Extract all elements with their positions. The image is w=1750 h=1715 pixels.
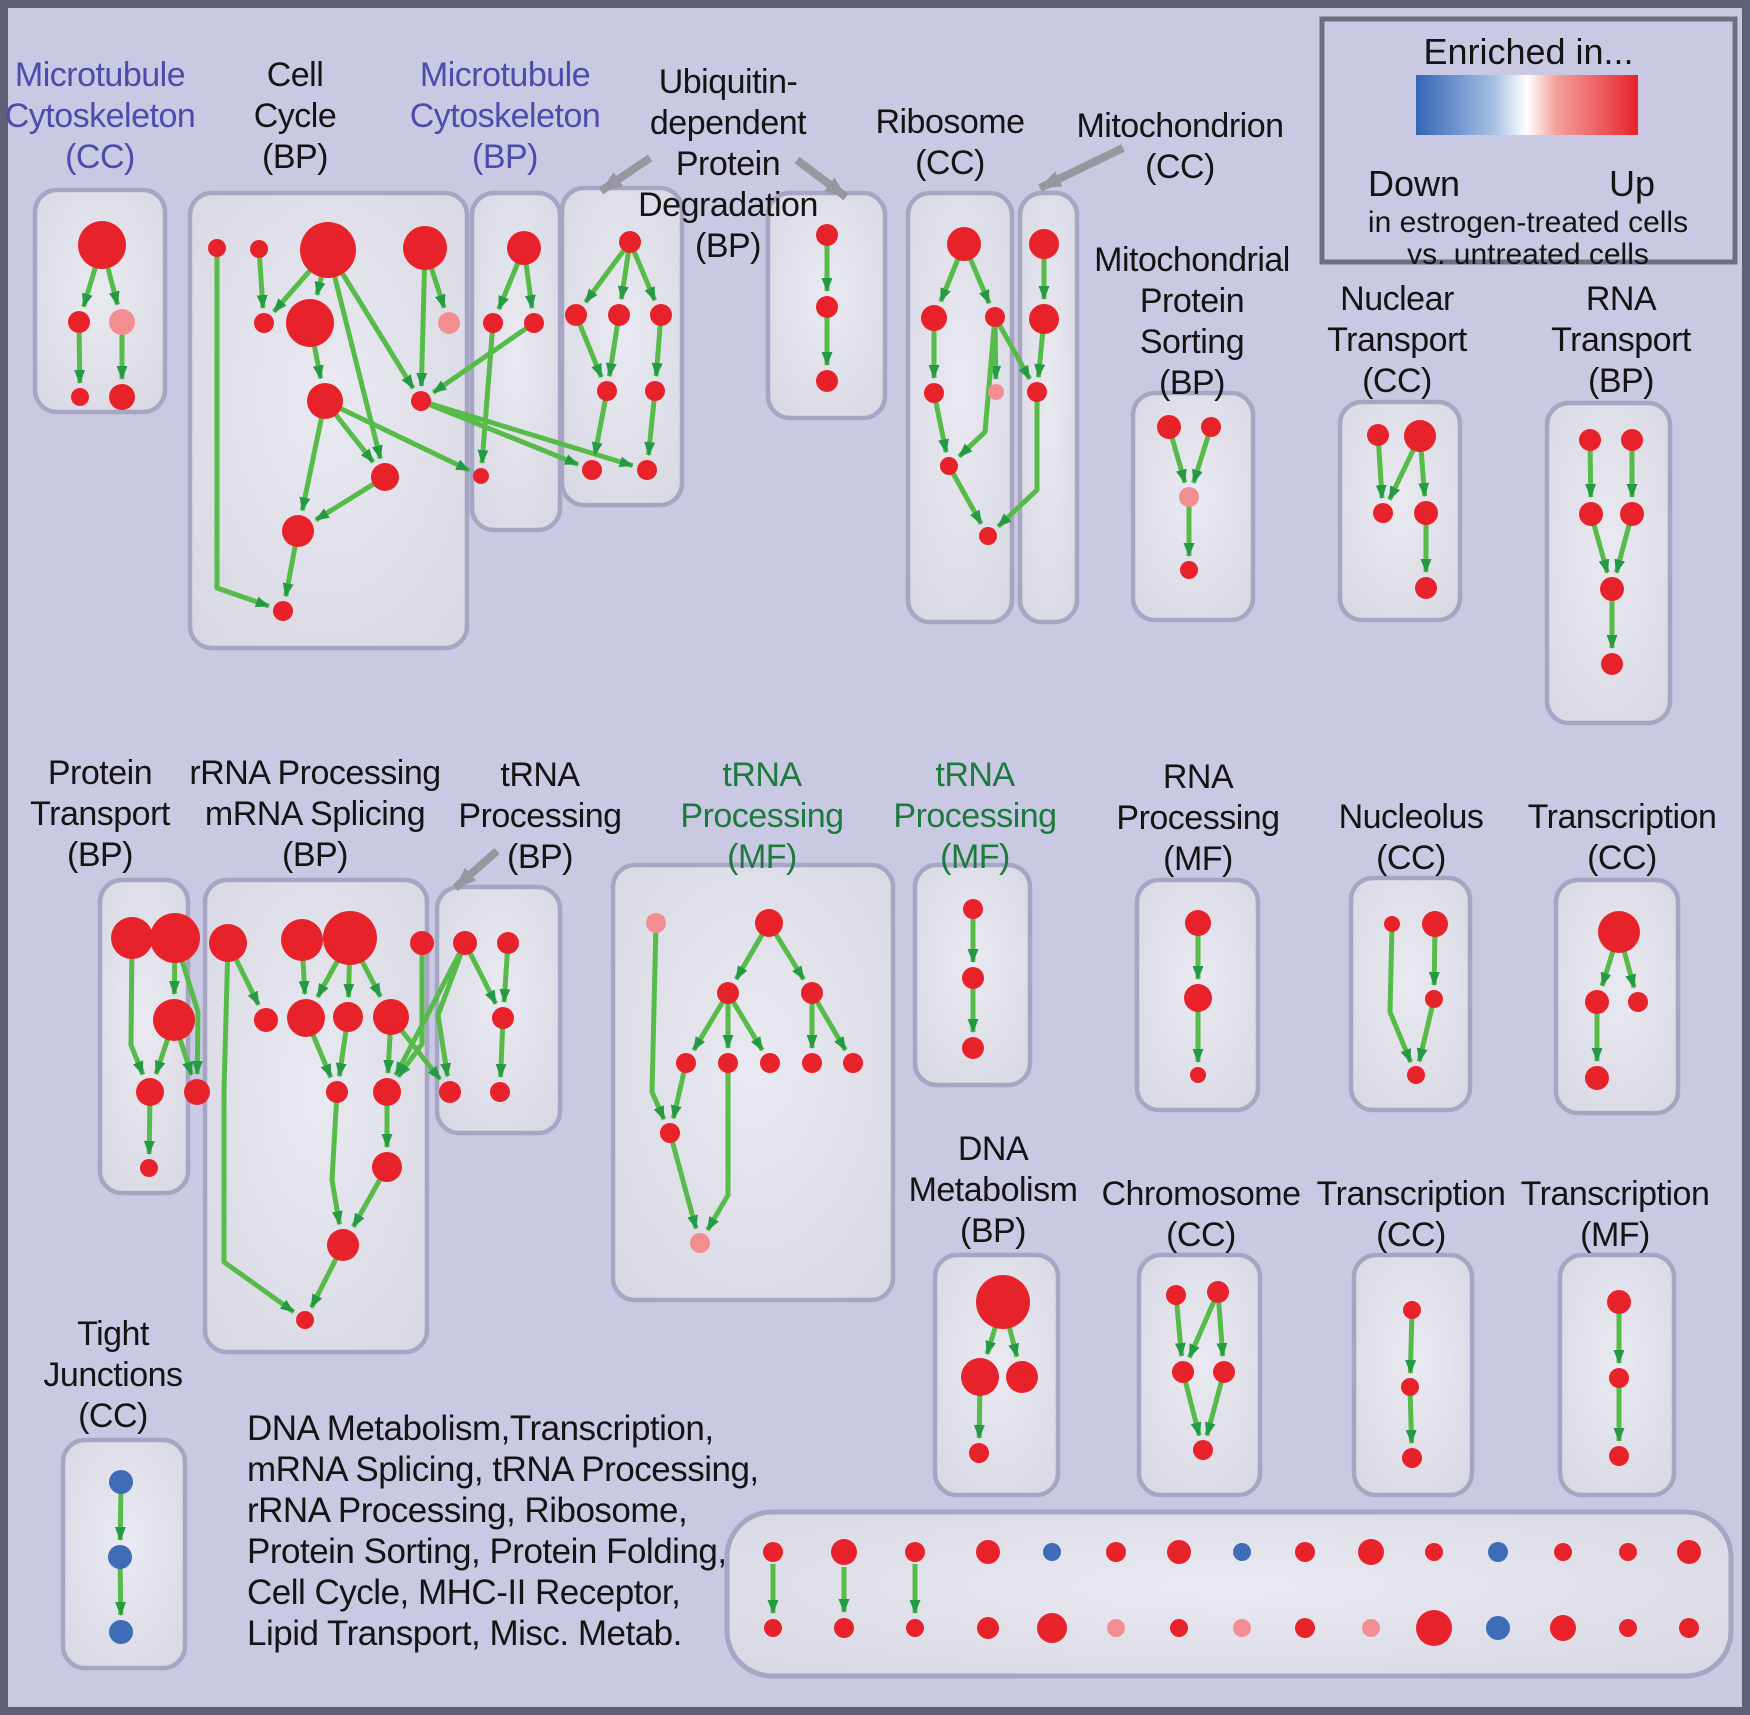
cluster-label-line: dependent (649, 104, 807, 142)
strip-node-top-4 (976, 1540, 1000, 1564)
cluster-label-line: Processing (893, 797, 1057, 835)
go-term-node-O1 (963, 899, 983, 919)
go-term-node-J1 (1579, 429, 1601, 451)
go-term-node-M4 (439, 1081, 461, 1103)
go-term-node-G2 (1029, 304, 1059, 334)
go-term-node-E1 (816, 224, 838, 246)
go-term-node-B8 (307, 383, 343, 419)
strip-node-bottom-7 (1170, 1619, 1188, 1637)
cluster-label-line: Processing (680, 797, 844, 835)
go-term-node-F2 (921, 305, 947, 331)
go-term-node-N10 (660, 1123, 680, 1143)
strip-node-top-13 (1554, 1543, 1572, 1561)
cluster-label-line: Transcription (1520, 1175, 1710, 1213)
go-term-node-I3 (1373, 503, 1393, 523)
strip-node-bottom-8 (1233, 1619, 1251, 1637)
strip-node-top-3 (905, 1542, 925, 1562)
go-term-node-B3 (300, 222, 356, 278)
go-term-node-D6 (645, 381, 665, 401)
go-term-node-C2 (483, 313, 503, 333)
strip-node-top-15 (1677, 1540, 1701, 1564)
go-term-node-V1 (1607, 1290, 1631, 1314)
cluster-label-line: Mitochondrial (1094, 241, 1290, 279)
go-term-node-S4 (969, 1443, 989, 1463)
go-term-node-F6 (940, 457, 958, 475)
cluster-label-line: Ribosome (875, 103, 1025, 141)
go-term-node-U1 (1403, 1301, 1421, 1319)
strip-node-top-5 (1043, 1543, 1061, 1561)
go-term-node-G3 (1027, 382, 1047, 402)
go-term-node-T1 (1166, 1285, 1186, 1305)
go-term-node-W1 (109, 1470, 133, 1494)
cluster-label-line: Junctions (43, 1356, 183, 1394)
cluster-label-line: tRNA (935, 756, 1015, 794)
strip-node-top-10 (1358, 1539, 1384, 1565)
go-term-node-L5 (254, 1008, 278, 1032)
go-term-node-K6 (140, 1159, 158, 1177)
go-term-node-A1 (78, 221, 126, 269)
cluster-label-line: tRNA (500, 756, 580, 794)
cluster-label-line: Microtubule (419, 56, 591, 94)
go-term-node-L8 (373, 999, 409, 1035)
go-term-node-D1 (619, 231, 641, 253)
go-term-node-J4 (1620, 502, 1644, 526)
go-term-node-O2 (962, 967, 984, 989)
cluster-label-line: Microtubule (14, 56, 186, 94)
strip-node-top-9 (1295, 1542, 1315, 1562)
strip-node-top-8 (1233, 1543, 1251, 1561)
strip-node-bottom-4 (977, 1617, 999, 1639)
cluster-label-line: Transcription (1316, 1175, 1506, 1213)
cluster-label-line: (BP) (1588, 362, 1654, 400)
cluster-label-line: (BP) (67, 836, 133, 874)
cluster-label-line: Nuclear (1340, 280, 1454, 318)
cluster-label-line: Transport (30, 795, 170, 833)
go-term-node-N5 (676, 1053, 696, 1073)
legend-subtitle-line2: vs. untreated cells (1407, 238, 1649, 271)
cluster-label-line: RNA (1162, 758, 1234, 796)
go-term-node-G1 (1029, 229, 1059, 259)
legend-up-label: Up (1608, 163, 1656, 204)
go-term-node-L3 (323, 911, 377, 965)
strip-node-bottom-6 (1107, 1619, 1125, 1637)
go-term-node-R4 (1585, 1066, 1609, 1090)
go-term-node-E2 (816, 296, 838, 318)
cluster-label-line: Nucleolus (1338, 798, 1484, 836)
go-term-node-N8 (802, 1053, 822, 1073)
cluster-label-line: (MF) (1163, 840, 1233, 878)
cluster-label-line: (BP) (507, 838, 573, 876)
merged-categories-line: rRNA Processing, Ribosome, (247, 1491, 688, 1530)
go-term-node-K4 (136, 1078, 164, 1106)
strip-node-top-11 (1425, 1543, 1443, 1561)
strip-node-bottom-1 (764, 1619, 782, 1637)
go-term-node-K2 (150, 913, 200, 963)
go-term-node-W2 (108, 1545, 132, 1569)
cluster-label-line: Chromosome (1101, 1175, 1301, 1213)
go-term-node-O3 (962, 1037, 984, 1059)
go-term-node-P3 (1190, 1067, 1206, 1083)
go-term-node-L12 (327, 1229, 359, 1261)
cluster-label-line: Protein (675, 145, 781, 183)
go-term-node-F3 (985, 307, 1005, 327)
cluster-label-line: Sorting (1139, 323, 1245, 361)
go-term-node-M3 (492, 1007, 514, 1029)
go-term-node-M2 (497, 932, 519, 954)
go-term-node-J3 (1579, 502, 1603, 526)
cluster-label-line: mRNA Splicing (204, 795, 426, 833)
go-term-node-D5 (597, 381, 617, 401)
strip-node-bottom-2 (834, 1618, 854, 1638)
go-term-node-F7 (979, 527, 997, 545)
cluster-label-line: (BP) (282, 836, 348, 874)
cluster-label-line: (CC) (1376, 1216, 1446, 1254)
go-term-node-C1 (507, 231, 541, 265)
go-term-node-L11 (372, 1152, 402, 1182)
go-term-node-B11 (282, 515, 314, 547)
cluster-label-line: Transport (1327, 321, 1467, 359)
cluster-label-line: Cytoskeleton (4, 97, 196, 135)
go-term-node-N3 (717, 982, 739, 1004)
go-term-node-N4 (801, 982, 823, 1004)
merged-categories-line: mRNA Splicing, tRNA Processing, (247, 1450, 759, 1489)
cluster-label-line: (CC) (1362, 362, 1432, 400)
cluster-box-mito-protein-sorting (1133, 393, 1253, 620)
cluster-label-line: RNA (1585, 280, 1657, 318)
go-term-node-P1 (1185, 910, 1211, 936)
cluster-label-line: Transcription (1527, 798, 1717, 836)
go-term-node-K5 (184, 1079, 210, 1105)
go-term-node-B1 (208, 239, 226, 257)
go-term-node-V3 (1609, 1446, 1629, 1466)
go-term-node-F1 (947, 227, 981, 261)
cluster-label-line: Transport (1551, 321, 1691, 359)
cluster-label-line: Tight (77, 1315, 149, 1353)
strip-node-bottom-13 (1550, 1615, 1576, 1641)
cluster-label-line: (CC) (1145, 148, 1215, 186)
go-term-node-N1 (646, 913, 666, 933)
go-term-node-B9 (411, 391, 431, 411)
strip-node-bottom-10 (1362, 1619, 1380, 1637)
go-term-node-S1 (976, 1275, 1030, 1329)
go-term-node-R3 (1628, 992, 1648, 1012)
go-term-node-T5 (1193, 1440, 1213, 1460)
cluster-label-line: (CC) (65, 138, 135, 176)
cluster-label-line: (BP) (1159, 364, 1225, 402)
strip-node-top-1 (763, 1542, 783, 1562)
cluster-label-line: (MF) (727, 838, 797, 876)
go-term-node-I1 (1367, 424, 1389, 446)
legend-gradient-bar (1416, 75, 1638, 135)
cluster-label-line: (BP) (960, 1212, 1026, 1250)
go-term-node-L6 (287, 999, 325, 1037)
go-term-node-F5 (988, 384, 1004, 400)
go-term-node-N11 (690, 1233, 710, 1253)
cluster-label-line: DNA (957, 1130, 1029, 1168)
go-term-node-N9 (843, 1053, 863, 1073)
strip-node-top-14 (1619, 1543, 1637, 1561)
cluster-label-line: Mitochondrion (1076, 107, 1284, 145)
strip-node-bottom-12 (1486, 1616, 1510, 1640)
go-term-node-S2 (961, 1358, 999, 1396)
go-term-node-U3 (1402, 1448, 1422, 1468)
strip-node-bottom-14 (1619, 1619, 1637, 1637)
cluster-label-line: Processing (458, 797, 622, 835)
go-term-node-I5 (1415, 577, 1437, 599)
cluster-label-line: (BP) (695, 227, 761, 265)
go-term-node-R1 (1598, 911, 1640, 953)
cluster-label-line: (CC) (1376, 839, 1446, 877)
go-term-node-B4 (403, 226, 447, 270)
cluster-label-line: Degradation (638, 186, 818, 224)
cluster-box-nuclear-transport (1340, 402, 1460, 620)
go-term-node-D7 (582, 460, 602, 480)
cluster-label-line: Metabolism (908, 1171, 1078, 1209)
strip-node-top-6 (1106, 1542, 1126, 1562)
go-term-node-J6 (1601, 653, 1623, 675)
strip-node-bottom-11 (1416, 1610, 1452, 1646)
strip-node-top-2 (831, 1539, 857, 1565)
cluster-label-line: (MF) (940, 838, 1010, 876)
strip-node-top-7 (1167, 1540, 1191, 1564)
go-term-node-L2 (281, 919, 323, 961)
go-term-node-P2 (1184, 984, 1212, 1012)
merged-categories-line: Cell Cycle, MHC-II Receptor, (247, 1573, 681, 1612)
go-term-node-A4 (71, 388, 89, 406)
go-term-node-H4 (1180, 561, 1198, 579)
legend-subtitle-line1: in estrogen-treated cells (1367, 206, 1689, 239)
go-term-node-H1 (1157, 415, 1181, 439)
go-term-node-W3 (109, 1620, 133, 1644)
strip-node-bottom-3 (906, 1619, 924, 1637)
go-term-node-R2 (1585, 990, 1609, 1014)
merged-categories-line: Protein Sorting, Protein Folding, (247, 1532, 727, 1571)
go-term-node-Q2 (1422, 911, 1448, 937)
go-term-node-H2 (1201, 417, 1221, 437)
go-term-node-S3 (1006, 1361, 1038, 1393)
strip-node-bottom-15 (1679, 1618, 1699, 1638)
cluster-label-line: rRNA Processing (189, 754, 441, 792)
cluster-label-line: (MF) (1580, 1216, 1650, 1254)
go-term-node-H3 (1179, 487, 1199, 507)
go-term-node-T4 (1213, 1361, 1235, 1383)
cluster-label-line: (BP) (262, 138, 328, 176)
strip-node-bottom-9 (1295, 1618, 1315, 1638)
go-term-node-D8 (637, 460, 657, 480)
merged-categories-line: DNA Metabolism,Transcription, (247, 1409, 714, 1448)
merged-categories-line: Lipid Transport, Misc. Metab. (247, 1614, 682, 1653)
go-term-node-C3 (524, 313, 544, 333)
go-term-node-L13 (296, 1311, 314, 1329)
go-term-node-D2 (565, 304, 587, 326)
go-term-node-F4 (924, 383, 944, 403)
go-term-node-C4 (473, 468, 489, 484)
go-term-node-K3 (153, 999, 195, 1041)
cluster-label-line: Cell (266, 56, 324, 94)
cluster-box-rna-transport (1547, 403, 1670, 723)
go-term-node-M1 (453, 931, 477, 955)
go-term-node-B12 (273, 601, 293, 621)
go-term-node-Q3 (1425, 990, 1443, 1008)
go-term-node-A3 (109, 309, 135, 335)
go-term-node-V2 (1609, 1368, 1629, 1388)
go-term-node-U2 (1401, 1378, 1419, 1396)
cluster-label-line: (CC) (78, 1397, 148, 1435)
cluster-label-line: (CC) (1587, 839, 1657, 877)
go-term-node-D4 (650, 304, 672, 326)
cluster-label-line: (BP) (472, 138, 538, 176)
misc-terms-strip-box (727, 1512, 1731, 1676)
go-term-node-Q1 (1384, 916, 1400, 932)
go-term-node-I4 (1414, 501, 1438, 525)
go-term-node-N2 (755, 909, 783, 937)
go-term-node-B7 (438, 312, 460, 334)
legend (1322, 19, 1735, 271)
go-term-node-L7 (333, 1002, 363, 1032)
strip-node-top-12 (1488, 1542, 1508, 1562)
go-term-node-T2 (1207, 1281, 1229, 1303)
cluster-label-line: Processing (1116, 799, 1280, 837)
go-term-node-N7 (760, 1053, 780, 1073)
go-term-node-E3 (816, 370, 838, 392)
go-term-node-J5 (1600, 577, 1624, 601)
misc-terms-strip (727, 1512, 1731, 1676)
strip-node-bottom-5 (1037, 1613, 1067, 1643)
go-term-node-L4 (410, 931, 434, 955)
go-term-node-L10 (373, 1078, 401, 1106)
legend-down-label: Down (1367, 163, 1461, 204)
go-term-node-B2 (250, 240, 268, 258)
go-term-node-D3 (608, 304, 630, 326)
edge-arrow-U1-U2 (1410, 1310, 1412, 1373)
cluster-label-line: (CC) (915, 144, 985, 182)
go-term-node-N6 (718, 1053, 738, 1073)
go-term-node-I2 (1404, 420, 1436, 452)
go-term-node-B6 (286, 299, 334, 347)
go-term-node-M5 (490, 1082, 510, 1102)
go-term-node-A2 (68, 311, 90, 333)
go-term-node-T3 (1172, 1361, 1194, 1383)
legend-title: Enriched in... (1423, 31, 1634, 72)
cluster-label-line: tRNA (722, 756, 802, 794)
cluster-label-line: Cytoskeleton (409, 97, 601, 135)
go-term-node-Q4 (1407, 1066, 1425, 1084)
cluster-label-line: (CC) (1166, 1216, 1236, 1254)
go-term-node-L9 (326, 1081, 348, 1103)
go-term-node-J2 (1621, 429, 1643, 451)
cluster-label-line: Cycle (253, 97, 337, 135)
go-term-node-K1 (111, 917, 153, 959)
cluster-label-line: Protein (1139, 282, 1245, 320)
go-term-node-A5 (109, 384, 135, 410)
cluster-label-line: Protein (47, 754, 153, 792)
go-term-node-B10 (371, 463, 399, 491)
go-term-node-L1 (209, 924, 247, 962)
go-term-node-B5 (254, 313, 274, 333)
cluster-label-line: Ubiquitin- (658, 63, 798, 101)
